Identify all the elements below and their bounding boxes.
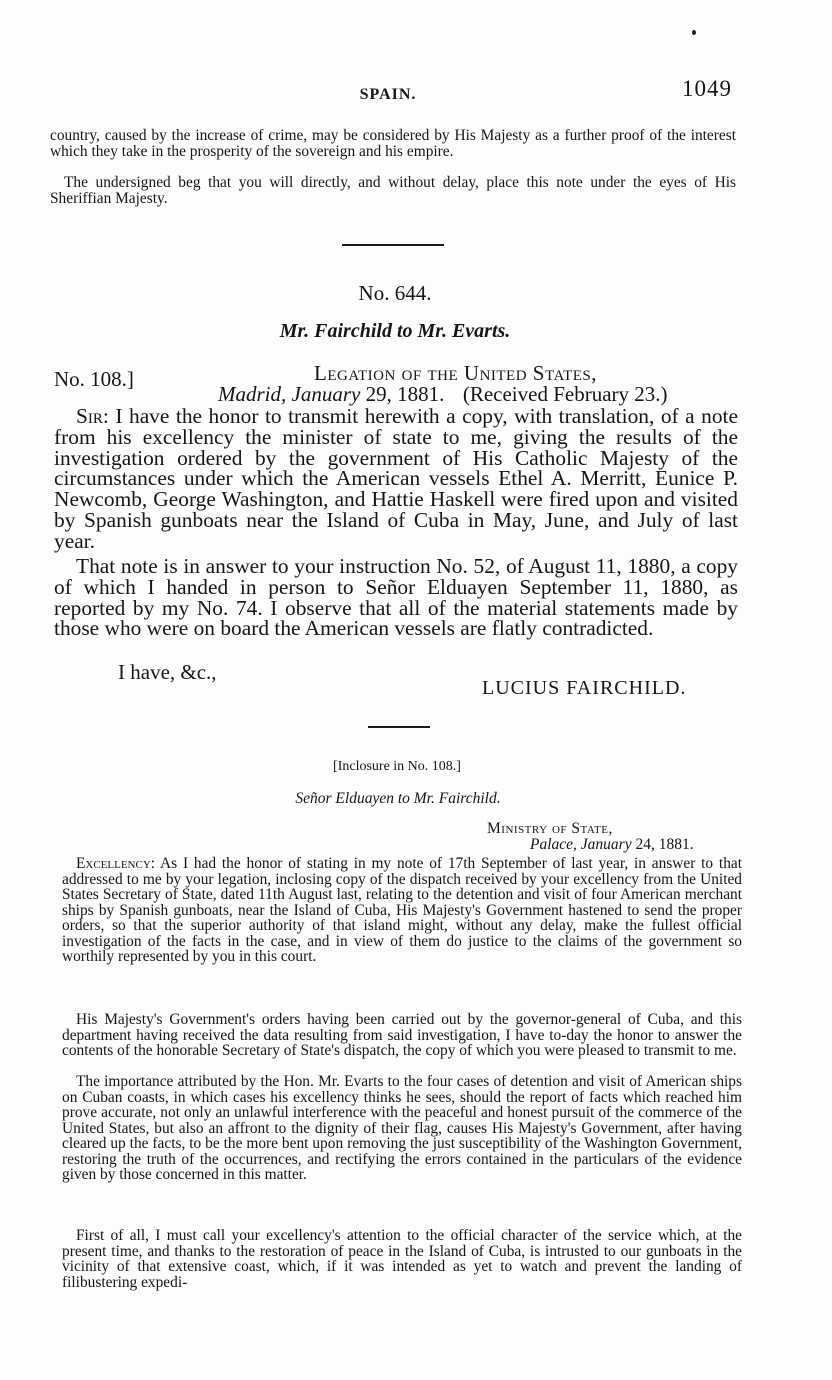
salutation: Sir:	[76, 404, 109, 428]
closing-paragraph: The undersigned beg that you will directly, and without delay, place this note under the eyes of His Sheriffian Majesty.	[50, 174, 736, 207]
legation-line: Legation of the United States,	[314, 361, 598, 385]
palace-date-line	[530, 836, 694, 854]
letter-body-1	[54, 406, 738, 552]
inclosure-paragraph-3: The importance attributed by the Hon. Mr. Evarts to the four cases of detention and visit of American ships on Cuban coasts, in which cases his excellency thinks he sees, should the report of facts which reached him prove accurate, not only an unlawful interference with the peaceful and honest pursuit of the commerce of the United States, but also an affront to the dignity of their flag, causes His Majesty's Government, after having cleared up the facts, to be the more bent upon removing the just susceptibility of the Washington Government, restoring the truth of the occurrences, and rectifying the errors contained in the particulars of the evidence given by those concerned in this matter.	[62, 1073, 742, 1183]
inclosure-paragraph-1-text: As I had the honor of stating in my note of 17th September of last year, in answer to that addressed to me by your legation, inclosing copy of the dispatch received by your excellency from the United States Secretary of State, dated 11th August last, relating to the detention and visit of four American merchant ships by Spanish gunboats, near the Island of Cuba, His Majesty's Government hastened to send the proper orders, so that the superior authority of that island might, without any delay, make the fullest official investigation of the facts in the case, and in view of them do justice to the claims of the government so worthily represented by you in this court.	[62, 855, 743, 965]
place-date: Madrid, January	[218, 382, 361, 406]
letter-body-1-text: I have the honor to transmit herewith a copy, with translation, of a note from his excellency the minister of state to me, giving the results of the investigation ordered by the government of His Catholic Majesty of the circumstances under which the American vessels Ethel A. Merritt, Eunice P. Newcomb, George Washington, and Hattie Haskell were fired upon and visited by Spanish gunboats near the Island of Cuba in May, June, and July of last year.	[54, 404, 738, 553]
inclosure-heading-text: Señor Elduayen to Mr. Fairchild.	[295, 790, 501, 807]
received-date: (Received February 23.)	[462, 382, 668, 406]
signature: LUCIUS FAIRCHILD.	[482, 677, 687, 699]
document-subheading: Mr. Fairchild to Mr. Evarts.	[279, 320, 511, 342]
closing-line: I have, &c.,	[118, 660, 217, 684]
excellency-salutation: Excellency:	[76, 855, 156, 872]
ministry-line: Ministry of State,	[487, 820, 613, 837]
inclosure-paragraph-2: His Majesty's Government's orders having been carried out by the governor-general of Cuba, and this department having received the data resulting from said investigation, I have to-day the honor to answer the contents of the honorable Secretary of State's dispatch, the copy of which you were pleased to transmit to me.	[62, 1011, 742, 1059]
inclosure-paragraph-4: First of all, I must call your excellency's attention to the official character of the service which, at the present time, and thanks to the restoration of peace in the Island of Cuba, is intrusted to our gunboats in the vicinity of that extensive coast, which, if it was intended as yet to watch and prevent the landing of filibustering expedi-	[62, 1227, 742, 1291]
document-number: No. 644.	[358, 281, 432, 305]
continuation-paragraph: country, caused by the increase of crime, may be considered by His Majesty as a further proof of the interest which they take in the prosperity of the sovereign and his empire.	[50, 127, 736, 160]
section-divider	[342, 244, 444, 246]
palace-date-day: 24, 1881.	[635, 836, 694, 853]
ink-speck	[692, 30, 696, 35]
inclosure-label: [Inclosure in No. 108.]	[333, 759, 461, 774]
inclosure-paragraph-1	[62, 856, 742, 965]
inclosure-heading	[0, 790, 796, 808]
date-day: 29, 1881.	[365, 382, 445, 406]
letter-body-2: That note is in answer to your instruction No. 52, of August 11, 1880, a copy of which I handed in person to Señor Elduayen September 11, 1880, as reported by my No. 74. I observe that all of the material statements made by those who were on board the American vessels are flatly contradicted.	[54, 554, 738, 641]
palace-date: Palace, January	[530, 836, 632, 853]
despatch-number: No. 108.]	[54, 367, 134, 391]
section-divider	[368, 726, 430, 728]
page-number: 1049	[682, 76, 732, 101]
running-title: SPAIN.	[359, 86, 417, 103]
